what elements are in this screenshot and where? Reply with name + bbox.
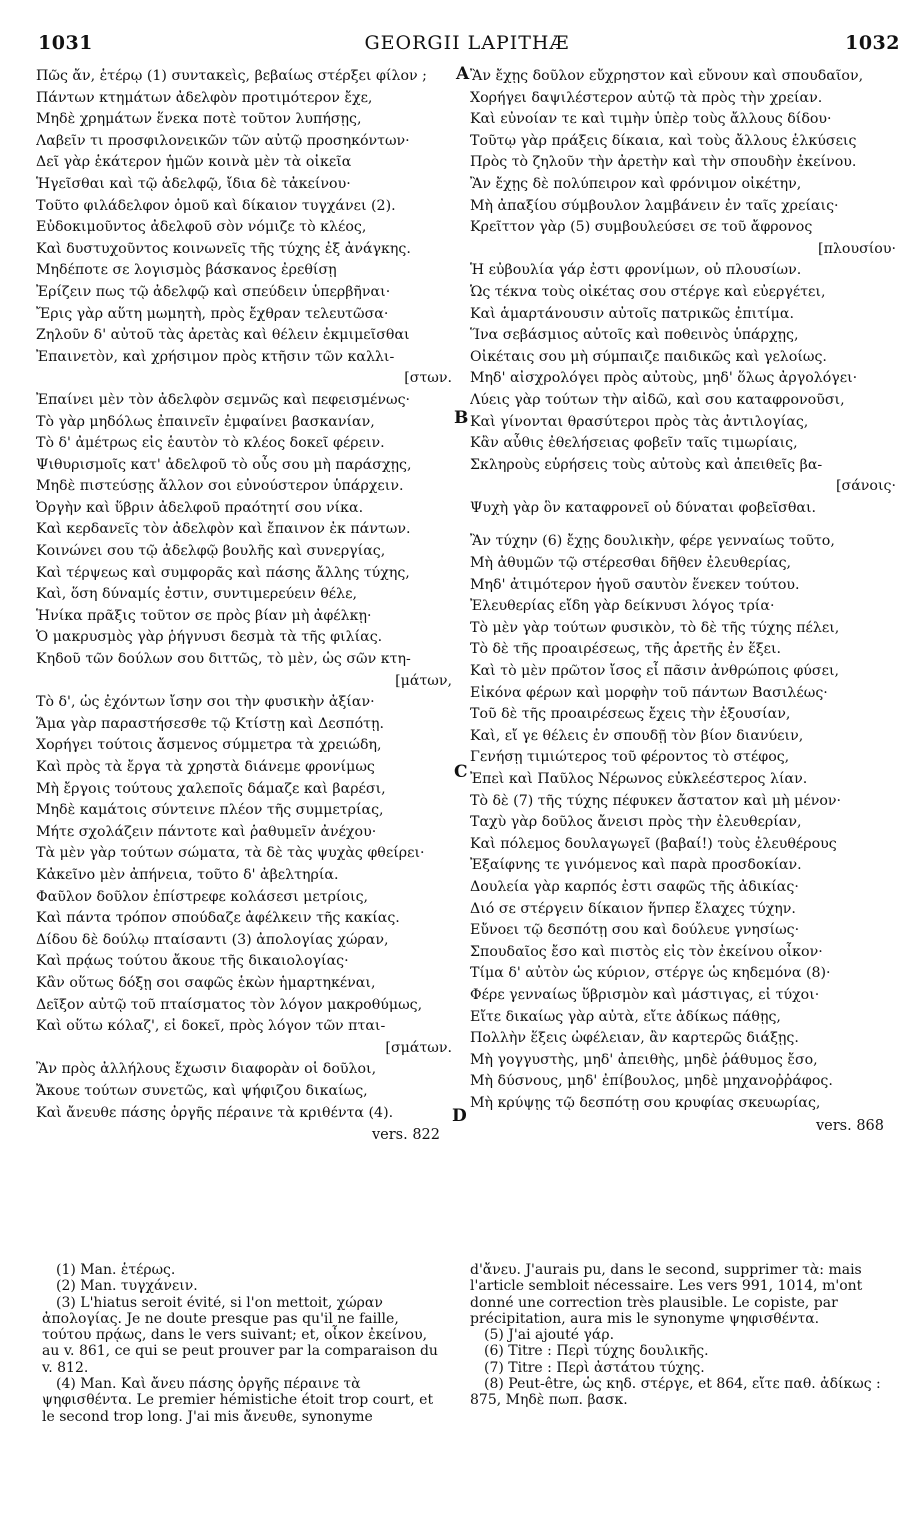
footnote: d'ἄνευ. J'aurais pu, dans le second, supprimer τὰ: mais l'article sembloit nécessaire. Les vers 991, 1014, m'ont donné une correction très plausible. Le copiste, par précipitation, aura mis le synonyme ψηφισθέντα.: [470, 1262, 863, 1327]
verse-line: Ἂν ἔχῃς δὲ πολύπειρον καὶ φρόνιμον οἰκέτην,: [470, 175, 802, 192]
footnote: (5) J'ai ajouté γάρ.: [484, 1327, 615, 1344]
verse-line: Ἔρις γὰρ αὕτη μωμητὴ, πρὸς ἔχθραν τελευτῶσα·: [36, 305, 389, 322]
verse-line: Μηδὲ χρημάτων ἕνεκα ποτὲ τοῦτον λυπήσῃς,: [36, 111, 362, 128]
verse-line: Λύεις γὰρ τούτων τὴν αἰδῶ, καὶ σου καταφρονοῦσι,: [470, 391, 845, 408]
verse-line: Ἐπαινετὸν, καὶ χρήσιμον πρὸς κτῆσιν τῶν καλλι-: [36, 348, 395, 365]
verse-line: Δουλεία γὰρ καρπός ἐστι σαφῶς τῆς ἀδικίας·: [470, 878, 799, 895]
verse-line: Τὰ μὲν γὰρ τούτων σώματα, τὰ δὲ τὰς ψυχὰς φθείρει·: [36, 845, 425, 862]
verse-line: Μὴ γογγυστὴς, μηδ' ἀπειθὴς, μηδὲ ῥάθυμος ἔσο,: [470, 1051, 818, 1068]
footnote: (2) Man. τυγχάνειν.: [56, 1278, 198, 1295]
verse-line: Ταχὺ γὰρ δοῦλος ἄνεισι πρὸς τὴν ἐλευθερίαν,: [470, 814, 802, 831]
verse-line: Καὶ τὸ μὲν πρῶτον ἴσος εἶ πᾶσιν ἀνθρώποις φύσει,: [470, 663, 840, 680]
verse-line: Φέρε γενναίως ὕβρισμὸν καὶ μάστιγας, εἰ τύχοι·: [470, 986, 820, 1003]
verse-line: Κρεῖττον γὰρ (5) συμβουλεύσει σε τοῦ ἄφρονος: [470, 219, 813, 236]
verse-line: Τὸ μὲν γὰρ τούτων φυσικὸν, τὸ δὲ τῆς τύχης πέλει,: [470, 619, 840, 636]
verse-line: Μήτε σχολάζειν πάντοτε καὶ ῥαθυμεῖν ἀνέχου·: [36, 823, 377, 840]
left-text-column: [36, 66, 456, 1146]
verse-line: [σμάτων.: [385, 1039, 452, 1056]
verse-line: Τίμα δ' αὐτὸν ὡς κύριον, στέργε ὡς κηδεμόνα (8)·: [470, 965, 831, 982]
verse-line: [στων.: [404, 370, 452, 387]
verse-line: Τὸ δ', ὡς ἐχόντων ἴσην σοι τὴν φυσικὴν ἀξίαν·: [36, 694, 375, 711]
running-title: GEORGII LAPITHÆ: [364, 32, 570, 54]
verse-line: Μὴ κρύψῃς τῷ δεσπότῃ σου κρυφίας σκευωρίας,: [470, 1094, 821, 1111]
verse-line: Καὶ πρὸς τὰ ἔργα τὰ χρηστὰ διάνεμε φρονίμως: [36, 759, 375, 775]
verse-line: Ἅμα γὰρ παραστήσεσθε τῷ Κτίστῃ καὶ Δεσπότῃ.: [36, 715, 385, 732]
verse-line: Ἐρίζειν πως τῷ ἀδελφῷ καὶ σπεύδειν ὑπερβῆναι·: [36, 283, 391, 300]
verse-line: [470, 519, 900, 531]
right-page-number: 1032: [845, 32, 900, 54]
footnote: (3) L'hiatus seroit évité, si l'on mettoit, χώραν ἀπολογίας. Je ne doute presque pas qu'il ne faille, τούτου πρᾴως, dans le vers suivant; et, οἶκον ἐκείνου, au v. 861, ce qui se peut prouver par la comparaison du v. 812.: [42, 1294, 438, 1376]
verse-line: Πῶς ἄν, ἑτέρῳ (1) συντακεὶς, βεβαίως στέρξει φίλον ;: [36, 68, 427, 84]
verse-count-note: vers. 822: [371, 1127, 440, 1144]
verse-line: Καὶ κερδανεῖς τὸν ἀδελφὸν καὶ ἔπαινον ἐκ πάντων.: [36, 521, 411, 538]
verse-line: Μὴ ἀθυμῶν τῷ στέρεσθαι δῆθεν ἐλευθερίας,: [470, 555, 792, 572]
verse-line: Ἐπεὶ καὶ Παῦλος Νέρωνος εὐκλεέστερος λίαν.: [470, 771, 808, 787]
footnote: (6) Titre : Περὶ τύχης δουλικῆς.: [484, 1343, 709, 1360]
verse-line: Καὶ, ὅση δύναμίς ἐστιν, συντιμερεύειν θέλε,: [36, 586, 357, 603]
verse-line: Ἐλευθερίας εἴδη γὰρ δείκνυσι λόγος τρία·: [470, 598, 775, 615]
verse-line: [πλουσίου·: [818, 240, 896, 257]
verse-line: Τοῦτο φιλάδελφον ὁμοῦ καὶ δίκαιον τυγχάνει (2).: [36, 197, 396, 214]
verse-line: Πολλὴν ἕξεις ὠφέλειαν, ἂν καρτερῶς διάξῃς.: [470, 1030, 799, 1047]
verse-line: Μὴ δύσνους, μηδ' ἐπίβουλος, μηδὲ μηχανοῤῥάφος.: [470, 1073, 833, 1090]
verse-line: Ἂν ἔχῃς δοῦλον εὔχρηστον καὶ εὔνουν καὶ σπουδαῖον,: [470, 68, 864, 84]
verse-line: Τὸ δὲ τῆς προαιρέσεως, τῆς ἀρετῆς ἐν ἕξει.: [470, 641, 782, 658]
verse-line: Καὶ εὐνοίαν τε καὶ τιμὴν ὑπὲρ τοὺς ἄλλους δίδου·: [470, 111, 832, 128]
left-page-number: 1031: [38, 32, 93, 54]
verse-line: Ἡ εὐβουλία γάρ ἐστι φρονίμων, οὐ πλουσίων.: [470, 262, 802, 279]
footnotes-right: [470, 1262, 890, 1409]
verse-line: Μὴ ἀπαξίου σύμβουλον λαμβάνειν ἐν ταῖς χρείαις·: [470, 197, 839, 214]
verse-line: Καὶ πάντα τρόπον σπούδαζε ἀφέλκειν τῆς κακίας.: [36, 910, 400, 927]
footnote: (7) Titre : Περὶ ἀστάτου τύχης.: [484, 1359, 705, 1376]
verse-line: Τὸ γὰρ μηδόλως ἐπαινεῖν ἐμφαίνει βασκανίαν,: [36, 413, 375, 430]
verse-line: Φαῦλον δοῦλον ἐπίστρεφε κολάσεσι μετρίοις,: [36, 888, 369, 905]
verse-line: Τοῦ δὲ τῆς προαιρέσεως ἔχεις τὴν ἐξουσίαν,: [470, 706, 791, 723]
margin-letter-c: C: [454, 762, 468, 782]
verse-line: [σάνοις·: [836, 478, 896, 495]
footnote: (4) Man. Καὶ ἄνευ πάσης ὀργῆς πέραινε τὰ ψηφισθέντα. Le premier hémistiche étoit trop court, et le second trop long. J'ai mis ἄνευθε, synonyme: [42, 1376, 434, 1425]
verse-line: Κἂν αὖθις ἐθελήσειας φοβεῖν ταῖς τιμωρίαις,: [470, 435, 798, 452]
margin-letter-b: B: [454, 408, 469, 428]
verse-count-note: vers. 868: [815, 1117, 884, 1134]
verse-line: Διό σε στέργειν δίκαιον ἥνπερ ἔλαχες τύχην.: [470, 900, 796, 917]
verse-line: Δεῖ γὰρ ἑκάτερον ἡμῶν κοινὰ μὲν τὰ οἰκεῖα: [36, 154, 352, 171]
verse-line: Πάντων κτημάτων ἀδελφὸν προτιμότερον ἔχε,: [36, 89, 373, 106]
verse-line: Κἀκεῖνο μὲν ἀπήνεια, τοῦτο δ' ἀβελτηρία.: [36, 866, 339, 883]
verse-line: Μηδ' ἀτιμότερον ἡγοῦ σαυτὸν ἕνεκεν τούτου.: [470, 576, 800, 593]
verse-line: Ἂν πρὸς ἀλλήλους ἔχωσιν διαφορὰν οἱ δοῦλοι,: [36, 1061, 377, 1078]
verse-line: Κἂν οὕτως δόξῃ σοι σαφῶς ἑκὼν ἡμαρτηκέναι,: [36, 974, 376, 991]
verse-line: Μηδ' αἰσχρολόγει πρὸς αὐτοὺς, μηδ' ὅλως ἀργολόγει·: [470, 370, 858, 387]
right-text-column: [470, 66, 900, 1137]
verse-line: Ἡγεῖσθαι καὶ τῷ ἀδελφῷ, ἴδια δὲ τἀκείνου·: [36, 175, 351, 192]
verse-line: Δίδου δὲ δούλῳ πταίσαντι (3) ἀπολογίας χώραν,: [36, 931, 389, 948]
verse-line: Εὔνοει τῷ δεσπότῃ σου καὶ δούλευε γνησίως·: [470, 922, 800, 939]
verse-line: Καὶ δυστυχοῦντος κοινωνεῖς τῆς τύχης ἐξ ἀνάγκης.: [36, 240, 411, 257]
verse-line: Ἡνίκα πρᾶξις τοῦτον σε πρὸς βίαν μὴ ἀφέλκῃ·: [36, 607, 372, 624]
verse-line: Σπουδαῖος ἔσο καὶ πιστὸς εἰς τὸν ἐκείνου οἶκον·: [470, 943, 823, 960]
verse-line: Κοινώνει σου τῷ ἀδελφῷ βουλῆς καὶ συνεργίας,: [36, 543, 386, 560]
verse-line: Ὡς τέκνα τοὺς οἰκέτας σου στέργε καὶ εὐεργέτει,: [470, 283, 826, 300]
verse-line: Σκληροὺς εὑρήσεις τοὺς αὐτοὺς καὶ ἀπειθεῖς βα-: [470, 456, 823, 473]
verse-line: Καὶ ἁμαρτάνουσιν αὐτοῖς πατρικῶς ἐπιτίμα.: [470, 305, 794, 322]
verse-line: Ἐπαίνει μὲν τὸν ἀδελφὸν σεμνῶς καὶ πεφεισμένως·: [36, 391, 411, 408]
verse-line: Καὶ γίνονται θρασύτεροι πρὸς τὰς ἀντιλογίας,: [470, 413, 809, 430]
verse-line: Εἴτε δικαίως γὰρ αὐτὰ, εἴτε ἀδίκως πάθῃς,: [470, 1008, 781, 1025]
verse-line: Οἰκέταις σου μὴ σύμπαιζε παιδικῶς καὶ γελοίως.: [470, 348, 827, 365]
verse-line: Πρὸς τὸ ζηλοῦν τὴν ἀρετὴν καὶ τὴν σπουδὴν ἐκείνου.: [470, 154, 857, 171]
verse-line: Μὴ ἔργοις τούτους χαλεποῖς δάμαζε καὶ βαρέσι,: [36, 780, 386, 797]
verse-line: Γενήσῃ τιμιώτερος τοῦ φέροντος τὸ στέφος,: [470, 749, 790, 766]
footnotes-left: [42, 1262, 446, 1425]
page-header: [34, 30, 900, 60]
margin-letter-d: D: [452, 1106, 467, 1126]
verse-line: Ἵνα σεβάσμιος αὐτοῖς καὶ ποθεινὸς ὑπάρχῃς,: [470, 327, 799, 344]
verse-line: Τὸ δ' ἀμέτρως εἰς ἑαυτὸν τὸ κλέος δοκεῖ φέρειν.: [36, 435, 385, 452]
verse-line: Μηδὲ πιστεύσῃς ἄλλον σοι εὐνούστερον ὑπάρχειν.: [36, 478, 404, 495]
verse-line: Ψυχὴ γὰρ ὃν καταφρονεῖ οὐ δύναται φοβεῖσθαι.: [470, 499, 817, 516]
verse-line: Μηδὲ καμάτοις σύντεινε πλέον τῆς συμμετρίας,: [36, 802, 384, 819]
verse-line: Τὸ δὲ (7) τῆς τύχης πέφυκεν ἄστατον καὶ μὴ μένον·: [470, 792, 842, 809]
verse-line: Λαβεῖν τι προσφιλονεικῶν τῶν αὐτῷ προσηκόντων·: [36, 132, 410, 149]
verse-line: Ἄκουε τούτων συνετῶς, καὶ ψήφιζου δικαίως,: [36, 1082, 368, 1099]
verse-line: Κηδοῦ τῶν δούλων σου διττῶς, τὸ μὲν, ὡς σῶν κτη-: [36, 651, 411, 668]
verse-line: Καὶ οὕτω κόλαζ', εἰ δοκεῖ, πρὸς λόγον τῶν πται-: [36, 1018, 386, 1035]
verse-line: Εἰκόνα φέρων καὶ μορφὴν τοῦ πάντων Βασιλέως·: [470, 684, 828, 701]
verse-line: Ψιθυρισμοῖς κατ' ἀδελφοῦ τὸ οὖς σου μὴ παράσχῃς,: [36, 456, 412, 473]
verse-line: Ἐξαίφνης τε γινόμενος καὶ παρὰ προσδοκίαν.: [470, 857, 802, 874]
verse-line: Δεῖξον αὐτῷ τοῦ πταίσματος τὸν λόγον μακροθύμως,: [36, 996, 423, 1013]
verse-line: Ὀργὴν καὶ ὕβριν ἀδελφοῦ πραότητί σου νίκα.: [36, 499, 364, 516]
verse-line: Ἂν τύχην (6) ἔχῃς δουλικὴν, φέρε γενναίως τοῦτο,: [470, 533, 835, 550]
verse-line: Χορήγει τούτοις ἄσμενος σύμμετρα τὰ χρειώδη,: [36, 737, 382, 754]
verse-line: Ὁ μακρυσμὸς γὰρ ῥήγνυσι δεσμὰ τὰ τῆς φιλίας.: [36, 629, 383, 646]
verse-line: Καὶ, εἴ γε θέλεις ἐν σπουδῇ τὸν βίον διανύειν,: [470, 727, 804, 744]
footnote: (1) Man. ἑτέρως.: [56, 1262, 176, 1278]
margin-letter-a: A: [456, 64, 470, 84]
verse-line: Καὶ ἄνευθε πάσης ὀργῆς πέραινε τὰ κριθέντα (4).: [36, 1104, 394, 1121]
footnote: (8) Peut-être, ὡς κηδ. στέργε, et 864, εἴτε παθ. ἀδίκως : 875, Μηδὲ πωπ. βασκ.: [470, 1376, 881, 1409]
verse-line: Μηδέποτε σε λογισμὸς βάσκανος ἐρεθίσῃ: [36, 262, 337, 279]
verse-line: Καὶ πόλεμος δουλαγωγεῖ (βαβαί!) τοὺς ἐλευθέρους: [470, 835, 837, 852]
verse-line: Χορήγει δαψιλέστερον αὐτῷ τὰ πρὸς τὴν χρείαν.: [470, 89, 823, 106]
verse-line: Εὐδοκιμοῦντος ἀδελφοῦ σὸν νόμιζε τὸ κλέος,: [36, 219, 367, 236]
verse-line: Τοῦτῳ γὰρ πράξεις δίκαια, καὶ τοὺς ἄλλους ἑλκύσεις: [470, 132, 857, 149]
verse-line: [μάτων,: [395, 672, 452, 689]
verse-line: Καὶ πρᾴως τούτου ἄκουε τῆς δικαιολογίας·: [36, 953, 349, 970]
verse-line: Καὶ τέρψεως καὶ συμφορᾶς καὶ πάσης ἄλλης τύχης,: [36, 564, 410, 581]
verse-line: Ζηλοῦν δ' αὐτοῦ τὰς ἀρετὰς καὶ θέλειν ἐκμιμεῖσθαι: [36, 327, 410, 344]
